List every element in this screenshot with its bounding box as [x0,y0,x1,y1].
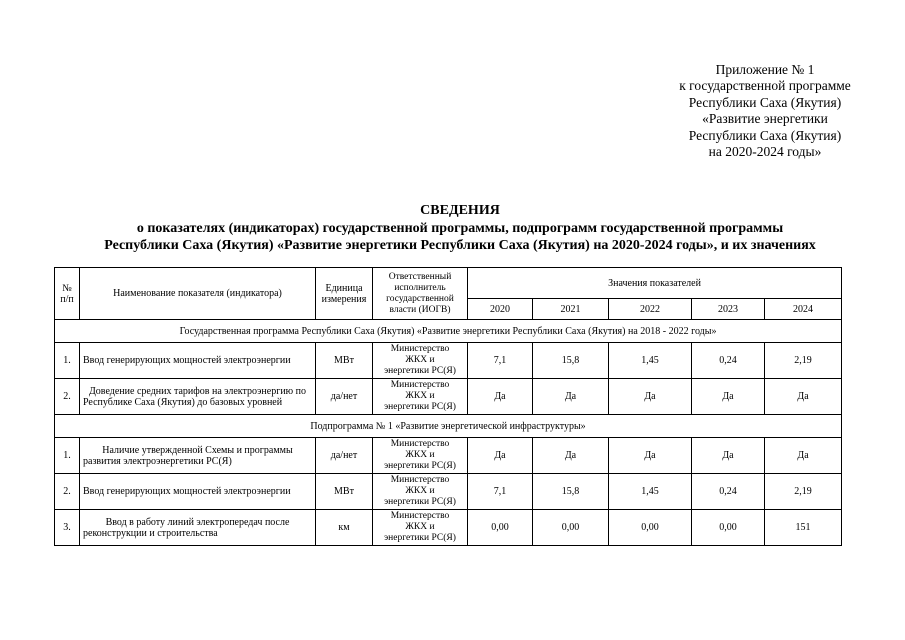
executor-line: энергетики РС(Я) [384,461,456,471]
executor-line: ЖКХ и [405,355,435,365]
table-row [55,379,842,415]
row-executor [373,343,468,379]
row-value: 15,8 [533,474,609,510]
appendix-line: Приложение № 1 [715,62,815,77]
executor-line: Министерство [390,475,450,485]
row-value: Да [468,379,533,415]
row-value: Да [609,379,692,415]
executor-line: Министерство [390,439,450,449]
row-num: 2. [55,474,80,510]
executor-line: Министерство [390,511,450,521]
row-value: 15,8 [533,343,609,379]
header-name: Наименование показателя (индикатора) [80,268,316,320]
row-value: 1,45 [609,343,692,379]
table-row [55,438,842,474]
executor-line: ЖКХ и [405,391,435,401]
appendix-block [650,62,880,160]
row-unit: МВт [316,474,373,510]
executor-line: Министерство [390,344,450,354]
header-values: Значения показателей [468,268,842,299]
row-name: Доведение средних тарифов на электроэнергию по Республике Саха (Якутия) до базовых уровней [80,379,316,415]
row-name: Ввод генерирующих мощностей электроэнергии [80,474,316,510]
header-year: 2024 [765,299,842,320]
table-row [55,343,842,379]
table-row [55,474,842,510]
appendix-line: Республики Саха (Якутия) [688,94,842,110]
executor-line: ЖКХ и [405,486,435,496]
header-year: 2022 [609,299,692,320]
row-executor [373,474,468,510]
row-name: Ввод в работу линий электропередач после реконструкции и строительства [80,510,316,546]
executor-line: ЖКХ и [405,522,435,532]
row-value: 0,00 [533,510,609,546]
row-value: Да [765,379,842,415]
executor-line: ЖКХ и [405,450,435,460]
row-executor [373,379,468,415]
row-value: Да [692,438,765,474]
executor-line: Министерство [390,380,450,390]
row-value: Да [765,438,842,474]
row-value: Да [609,438,692,474]
header-num: № п/п [55,268,80,320]
row-value: 2,19 [765,474,842,510]
executor-line: энергетики РС(Я) [384,533,456,543]
header-executor: Ответственный исполнитель государственной власти (ИОГВ) [373,268,468,320]
row-unit: да/нет [316,438,373,474]
document-heading [40,202,880,255]
section-title: Государственная программа Республики Саха (Якутия) «Развитие энергетики Республики Саха (Якутия) на 2018 - 2022 годы» [55,320,842,343]
section-row [55,415,842,438]
row-num: 2. [55,379,80,415]
row-executor [373,438,468,474]
row-num: 1. [55,343,80,379]
section-title: Подпрограмма № 1 «Развитие энергетической инфраструктуры» [55,415,842,438]
row-value: 7,1 [468,343,533,379]
header-year: 2021 [533,299,609,320]
row-value: 0,00 [468,510,533,546]
appendix-line: на 2020-2024 годы» [708,144,822,160]
row-executor [373,510,468,546]
header-unit: Единица измерения [316,268,373,320]
indicators-table [54,267,842,546]
executor-line: энергетики РС(Я) [384,366,456,376]
appendix-line: к государственной программе [679,78,851,94]
heading-line: о показателях (индикаторах) государственной программы, подпрограмм государственной программы [136,220,784,236]
row-name: Ввод генерирующих мощностей электроэнергии [80,343,316,379]
header-row [55,268,842,299]
row-num: 3. [55,510,80,546]
document-title: СВЕДЕНИЯ [420,203,500,218]
row-value: Да [468,438,533,474]
row-value: 0,00 [692,510,765,546]
row-value: Да [533,379,609,415]
appendix-line: Республики Саха (Якутия) [688,127,842,143]
row-unit: км [316,510,373,546]
row-value: 2,19 [765,343,842,379]
row-unit: МВт [316,343,373,379]
row-unit: да/нет [316,379,373,415]
row-value: 151 [765,510,842,546]
executor-line: энергетики РС(Я) [384,402,456,412]
row-name: Наличие утвержденной Схемы и программы развития электроэнергетики РС(Я) [80,438,316,474]
heading-line: Республики Саха (Якутия) «Развитие энергетики Республики Саха (Якутия) на 2020-2024 годы», и их значениях [104,238,816,253]
row-value: 0,24 [692,474,765,510]
row-value: 0,00 [609,510,692,546]
executor-line: энергетики РС(Я) [384,497,456,507]
row-num: 1. [55,438,80,474]
row-value: 7,1 [468,474,533,510]
section-row [55,320,842,343]
table-row [55,510,842,546]
header-year: 2020 [468,299,533,320]
header-year: 2023 [692,299,765,320]
row-value: Да [692,379,765,415]
appendix-line: «Развитие энергетики [702,111,828,127]
row-value: Да [533,438,609,474]
row-value: 0,24 [692,343,765,379]
row-value: 1,45 [609,474,692,510]
